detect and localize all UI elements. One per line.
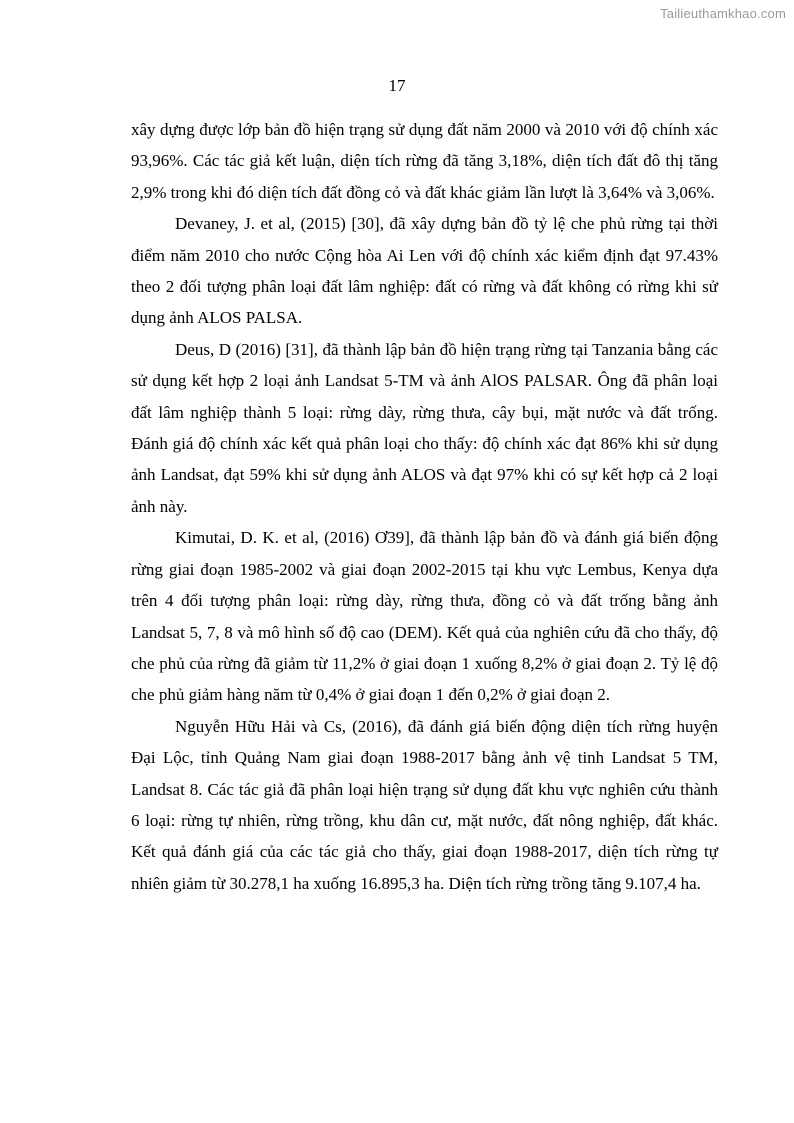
page-number: 17 bbox=[388, 76, 406, 95]
paragraph-devaney: Devaney, J. et al, (2015) [30], đã xây dựng bản đồ tỷ lệ che phủ rừng tại thời điểm năm 2010 cho nước Cộng hòa Ai Len với độ chính xác kiểm định đạt 97.43% theo 2 đối tượng phân loại đất lâm nghiệp: đất có rừng và đất không có rừng khi sử dụng ảnh ALOS PALSA. bbox=[131, 214, 718, 328]
watermark-text: Tailieuthamkhao.com bbox=[660, 6, 786, 21]
paragraph-kimutai: Kimutai, D. K. et al, (2016) Ơ39], đã thành lập bản đồ và đánh giá biến động rừng giai đoạn 1985-2002 và giai đoạn 2002-2015 tại khu vực Lembus, Kenya dựa trên 4 đối tượng phân loại: rừng dày, rừng thưa, đồng cỏ và đất trống bằng ảnh Landsat 5, 7, 8 và mô hình số độ cao (DEM). Kết quả của nghiên cứu đã cho thấy, độ che phủ của rừng đã giảm từ 11,2% ở giai đoạn 1 xuống 8,2% ở giai đoạn 2. Tỷ lệ độ che phủ giảm hàng năm từ 0,4% ở giai đoạn 1 đến 0,2% ở giai đoạn 2. bbox=[131, 528, 718, 705]
paragraph-continuation: xây dựng được lớp bản đồ hiện trạng sử dụng đất năm 2000 và 2010 với độ chính xác 93,96%. Các tác giả kết luận, diện tích rừng đã tăng 3,18%, diện tích đất đô thị tăng 2,9% trong khi đó diện tích đất đồng cỏ và đất khác giảm lần lượt là 3,64% và 3,06%. bbox=[131, 120, 718, 202]
paragraph-nguyen: Nguyễn Hữu Hải và Cs, (2016), đã đánh giá biến động diện tích rừng huyện Đại Lộc, tỉnh Quảng Nam giai đoạn 1988-2017 bằng ảnh vệ tinh Landsat 5 TM, Landsat 8. Các tác giả đã phân loại hiện trạng sử dụng đất khu vực nghiên cứu thành 6 loại: rừng tự nhiên, rừng trồng, khu dân cư, mặt nước, đất nông nghiệp, đất khác. Kết quả đánh giá của các tác giả cho thấy, giai đoạn 1988-2017, diện tích rừng tự nhiên giảm từ 30.278,1 ha xuống 16.895,3 ha. Diện tích rừng trồng tăng 9.107,4 ha. bbox=[131, 716, 718, 893]
paragraph-deus: Deus, D (2016) [31], đã thành lập bản đồ hiện trạng rừng tại Tanzania bằng các sử dụng kết hợp 2 loại ảnh Landsat 5-TM và ảnh AlOS PALSAR. Ông đã phân loại đất lâm nghiệp thành 5 loại: rừng dày, rừng thưa, cây bụi, mặt nước và đất trống. Đánh giá độ chính xác kết quả phân loại cho thấy: độ chính xác đạt 86% khi sử dụng ảnh Landsat, đạt 59% khi sử dụng ảnh ALOS và đạt 97% khi có sự kết hợp cả 2 loại ảnh này. bbox=[131, 339, 718, 516]
document-body bbox=[131, 114, 718, 899]
